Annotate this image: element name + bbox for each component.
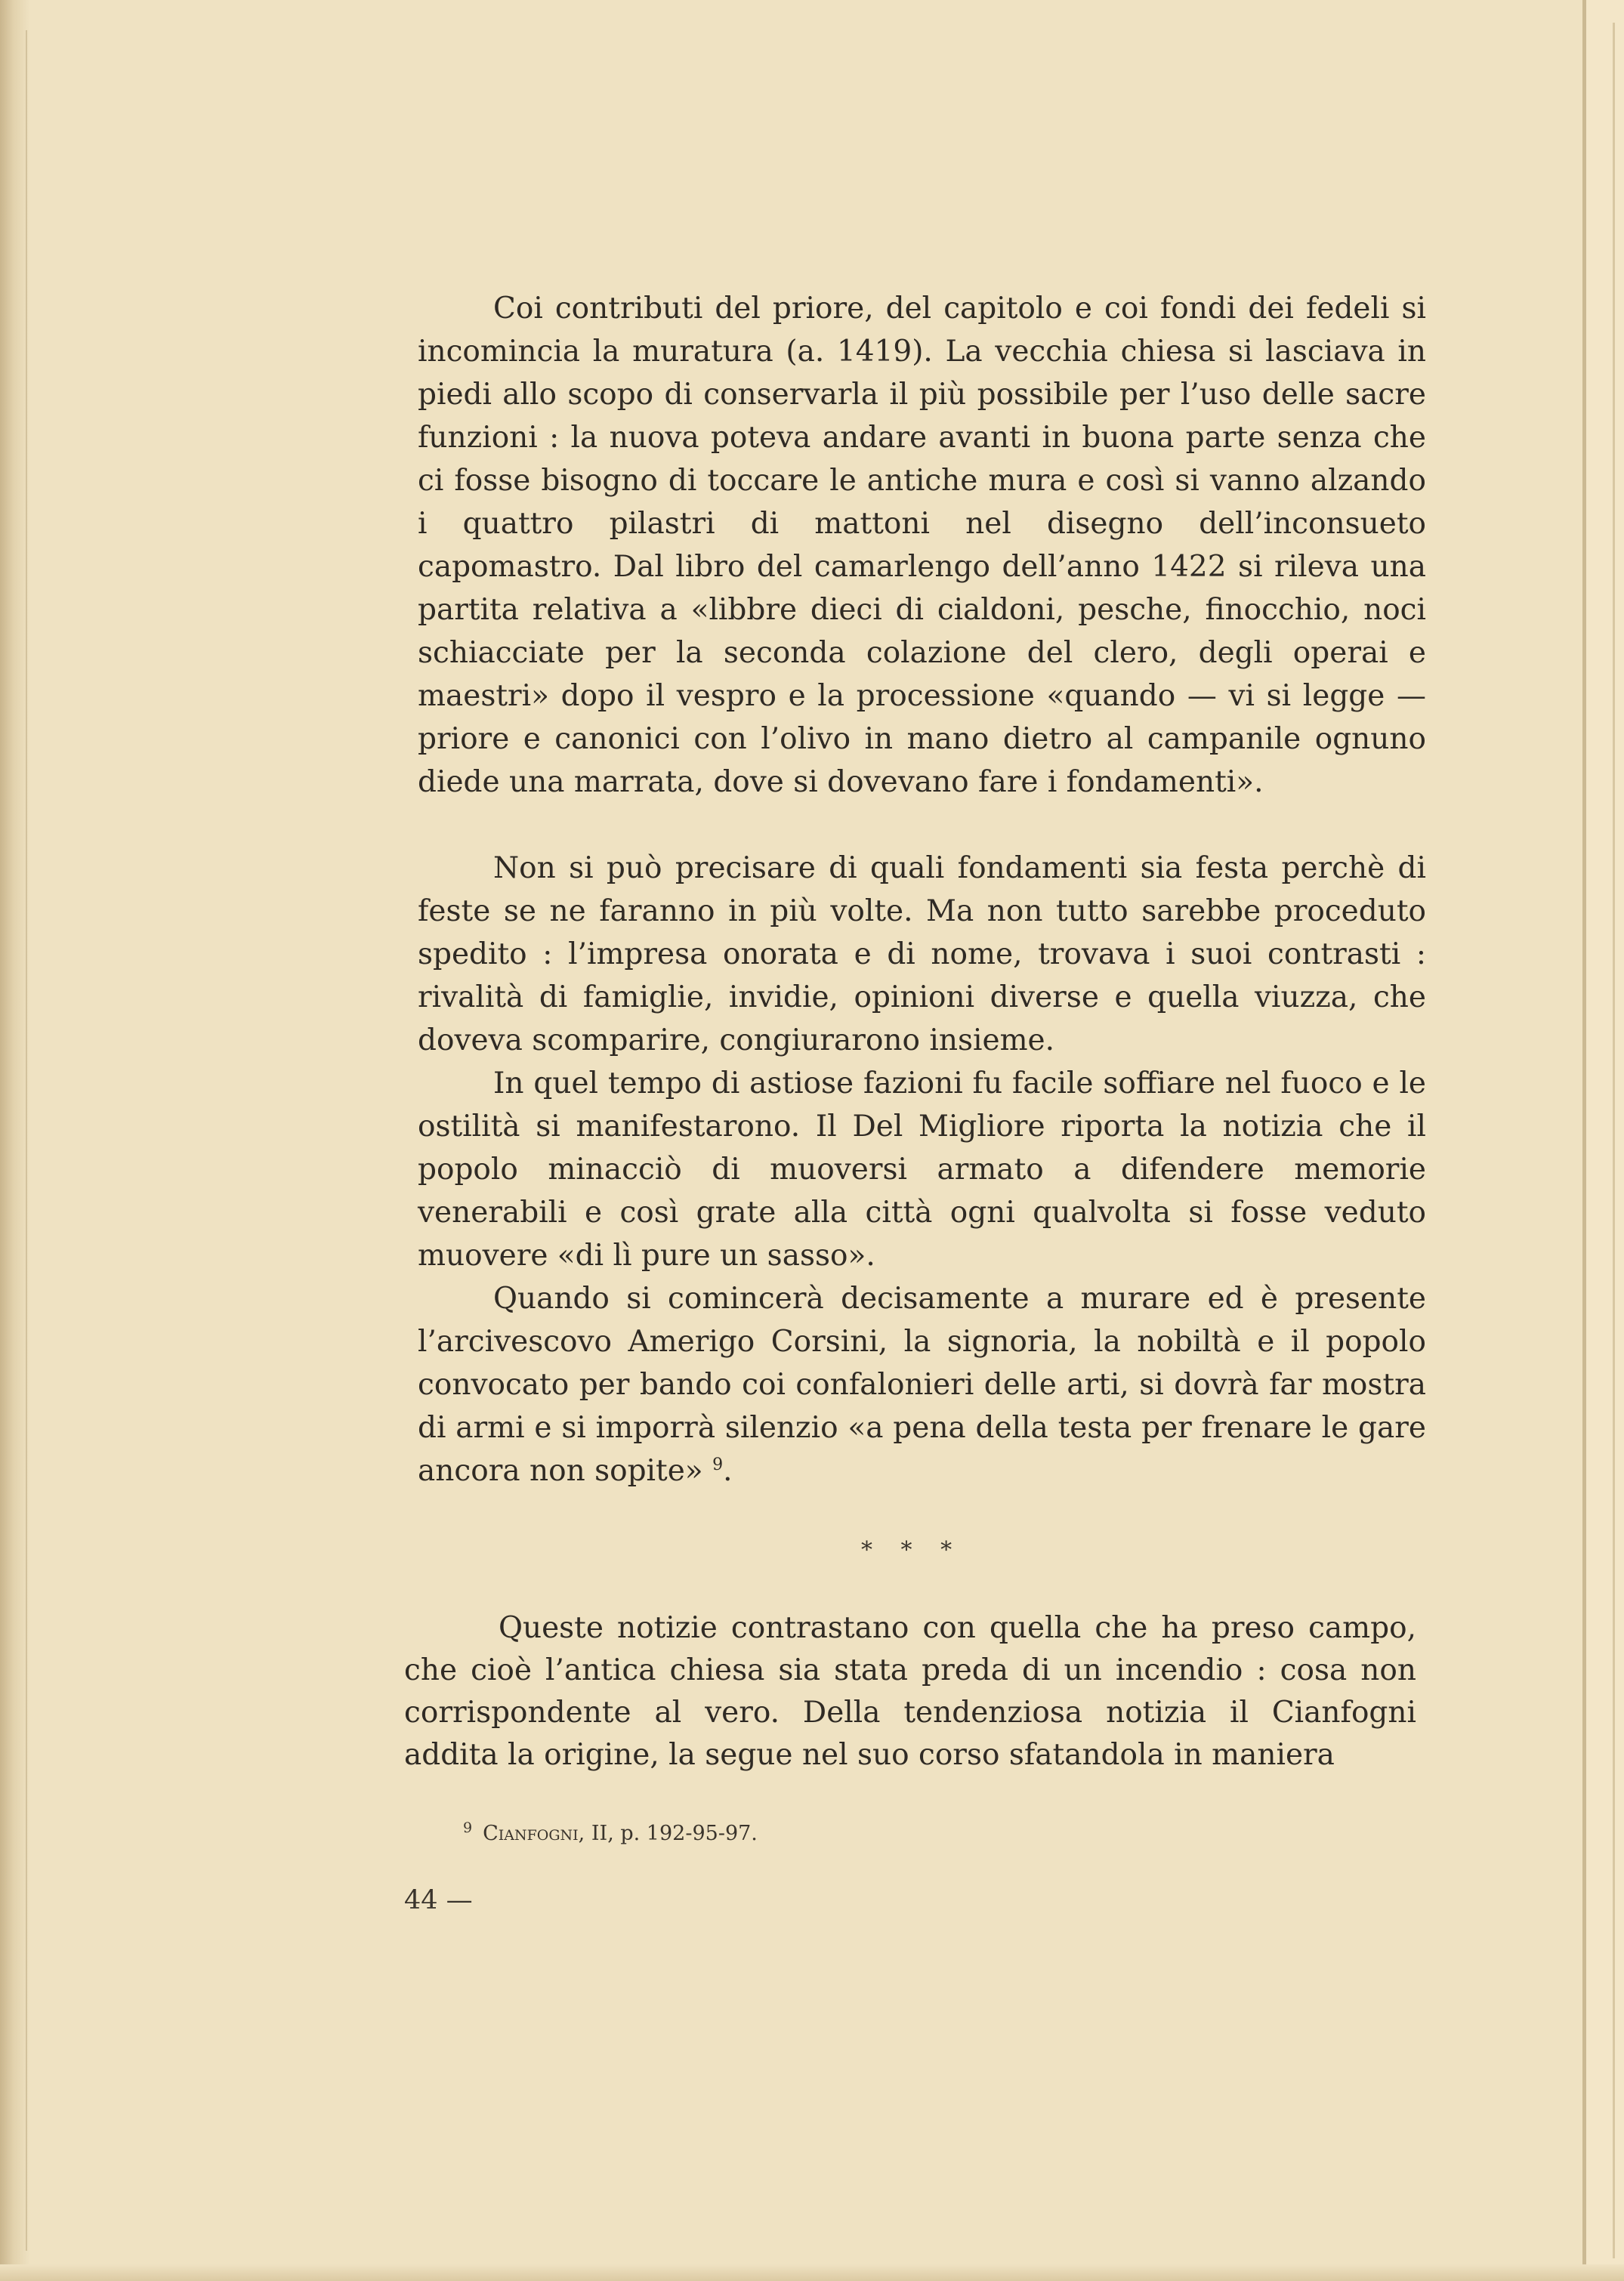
paragraph-1: Coi contributi del priore, del capitolo e coi fondi dei fedeli si incomincia la muratura (a. 1419). La vecchia chiesa si lasciava in piedi allo scopo di conservarla il più possibile per l’uso delle sacre funzioni : la nuova poteva andare avanti in buona parte senza che ci fosse bisogno di toccare le antiche mura e così si vanno alzando i quattro pilastri di mattoni nel disegno dell’inconsueto capomastro. Dal libro del camarlengo dell’anno 1422 si rileva una partita relativa a «libbre dieci di cialdoni, pesche, finocchio, noci schiacciate per la seconda colazione del clero, degli operai e maestri» dopo il vespro e la processione «quando — vi si legge — priore e canonici con l’olivo in mano dietro al campanile ognuno diede una marrata, dove si dovevano fare i fondamenti». [418, 292, 1426, 799]
page-number: 44 — [404, 1885, 473, 1915]
footnote-author: Cianfogni, [483, 1822, 585, 1845]
page-edge-leaves [1613, 23, 1615, 2258]
binding-line [26, 30, 27, 2251]
paragraph-5: Queste notizie contrastano con quella che ha preso campo, che cioè l’antica chiesa sia stata preda di un incendio : cosa non corrispondente al vero. Della tendenziosa notizia il Cianfogni addita la origine, la segue nel suo corso sfatandola in maniera [404, 1611, 1416, 1772]
footnote-number: 9 [463, 1820, 473, 1836]
continuation-text [404, 1607, 1416, 1776]
footnote [463, 1814, 758, 1847]
paragraph-4-text: Quando si comincerà decisamente a murare ed è presente l’arcivescovo Amerigo Corsini, la signoria, la nobiltà e il popolo convocato per bando coi confalonieri delle arti, si dovrà far mostra di armi e si imporrà silenzio «a pena della testa per frenare le gare ancora non sopite» [418, 1282, 1426, 1488]
bottom-shadow [0, 2264, 1624, 2281]
paragraph-4: Quando si comincerà decisamente a murare ed è presente l’arcivescovo Amerigo Corsini, la signoria, la nobiltà e il popolo convocato per bando coi confalonieri delle arti, si dovrà far mostra di armi e si imporrà silenzio «a pena della testa per frenare le gare ancora non sopite» $^9$. [418, 1282, 1426, 1488]
paragraph-2: Non si può precisare di quali fondamenti sia festa perchè di feste se ne faranno in più volte. Ma non tutto sarebbe proceduto spedito : l’impresa onorata e di nome, trovava i suoi contrasti : rivalità di famiglie, invidie, opinioni diverse e quella viuzza, che doveva scomparire, congiurarono insieme. [418, 851, 1426, 1057]
section-separator: * * * [861, 1537, 963, 1563]
footnote-citation: II, p. 192-95-97. [591, 1822, 758, 1845]
paragraph-3: In quel tempo di astiose fazioni fu facile soffiare nel fuoco e le ostilità si manifestarono. Il Del Migliore riporta la notizia che il popolo minacciò di muoversi armato a difendere memorie venerabili e così grate alla città ogni qualvolta si fosse veduto muovere «di lì pure un sasso». [418, 1066, 1426, 1273]
footnote-reference: 9 [712, 1455, 724, 1474]
main-text [418, 287, 1426, 1492]
page-edge [1582, 0, 1624, 2281]
